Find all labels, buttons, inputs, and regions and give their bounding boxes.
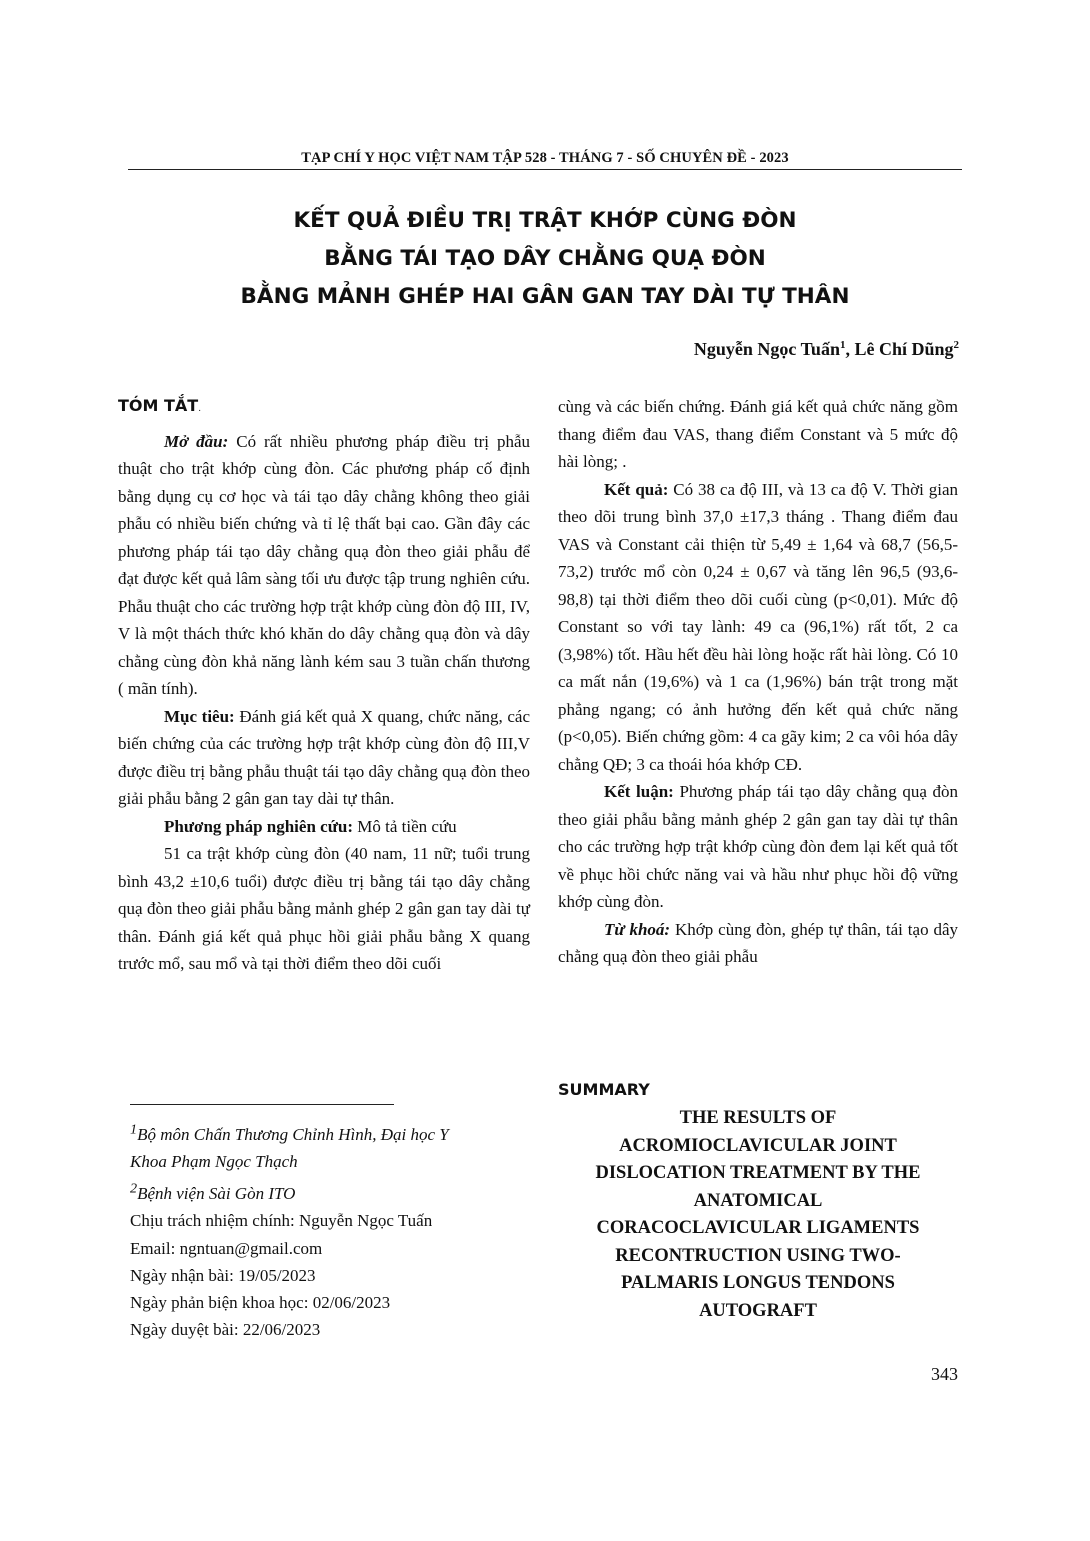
- objective-label: Mục tiêu:: [164, 706, 235, 726]
- objective-text: Đánh giá kết quả X quang, chức năng, các biến chứng của các trường hợp trật khớp cùng đòn độ III,V được điều trị bằng phẫu thuật tái tạo dây chằng quạ đòn theo giải phẫu bằng 2 gân gan tay dài tự thân.: [118, 706, 531, 808]
- keywords-text: Khớp cùng đòn, ghép tự thân, tái tạo dây chằng quạ đòn theo giải phẫu: [558, 919, 959, 966]
- article-title: [128, 202, 962, 316]
- methods-label: Phương pháp nghiên cứu:: [164, 816, 354, 836]
- english-title-line: THE RESULTS OF: [679, 1108, 837, 1128]
- affiliation-1: [130, 1116, 530, 1148]
- affiliation-1-sup: 1: [130, 1121, 138, 1137]
- keywords-label: Từ khoá:: [604, 919, 671, 939]
- author-1: Nguyễn Ngọc Tuấn: [693, 339, 840, 359]
- abstract-keywords: [558, 916, 958, 971]
- title-line: BẰNG MẢNH GHÉP HAI GÂN GAN TAY DÀI TỰ THÂN: [240, 284, 850, 309]
- english-title-line: RECONTRUCTION USING TWO-: [615, 1245, 901, 1266]
- english-title-line: ACROMIOCLAVICULAR JOINT: [619, 1135, 897, 1156]
- english-title-line: AUTOGRAFT: [699, 1300, 817, 1321]
- conclusion-label: Kết luận:: [604, 782, 674, 801]
- summary-heading: SUMMARY: [558, 1080, 650, 1099]
- affiliation-1-line2: Khoa Phạm Ngọc Thạch: [130, 1151, 298, 1171]
- date-received: Ngày nhận bài: 19/05/2023: [130, 1265, 316, 1285]
- affiliation-2-sup: 2: [130, 1180, 138, 1197]
- conclusion-text: Phương pháp tái tạo dây chằng quạ đòn theo giải phẫu bằng mảnh ghép 2 gân gan tay dài tự thân cho các trường hợp trật khớp cùng đòn đem lại kết quả tốt về phục hồi chức năng vai và hầu như phục hồi độ vững khớp cùng đòn.: [558, 782, 958, 911]
- english-title-line: CORACOCLAVICULAR LIGAMENTS: [596, 1218, 920, 1238]
- abstract-intro: [118, 428, 530, 703]
- english-title-line: ANATOMICAL: [693, 1190, 823, 1211]
- english-title: [558, 1105, 958, 1325]
- responsible-author: Chịu trách nhiệm chính: Nguyễn Ngọc Tuấn: [130, 1211, 433, 1231]
- results-label: Kết quả:: [604, 479, 669, 499]
- author-2: Lê Chí Dũng: [854, 339, 954, 359]
- right-column: [558, 393, 958, 971]
- affiliation-2: [130, 1175, 530, 1207]
- abstract-heading-text: TÓM TẮT: [118, 396, 199, 415]
- affiliation-2-text: Bệnh viện Sài Gòn ITO: [137, 1183, 296, 1203]
- abstract-methods: [118, 813, 530, 841]
- methods-text: Mô tả tiền cứu: [353, 816, 457, 836]
- footnotes: [130, 1116, 530, 1344]
- author-line: [694, 339, 959, 360]
- abstract-objective: [118, 703, 530, 813]
- author-separator: ,: [845, 339, 855, 359]
- date-reviewed: Ngày phản biện khoa học: 02/06/2023: [130, 1293, 391, 1313]
- abstract-conclusion: [558, 778, 958, 916]
- english-title-line: DISLOCATION TREATMENT BY THE: [595, 1163, 921, 1183]
- intro-label: Mở đầu:: [164, 431, 229, 451]
- english-title-line: PALMARIS LONGUS TENDONS: [621, 1273, 895, 1293]
- intro-text: Có rất nhiều phương pháp điều trị phẫu thuật cho trật khớp cùng đòn. Các phương pháp cố định bằng dụng cụ cơ học và tái tạo dây chằng không theo giải phẫu có nhiều biến chứng và tỉ lệ thất bại cao. Gần đây các phương pháp tái tạo dây chằng quạ đòn theo giải phẫu để đạt được kết quả lâm sàng tối ưu được tập trung nghiên cứu. Phẫu thuật cho các trường hợp trật khớp cùng đòn độ III, IV, V là một thách thức khó khăn do dây chằng quạ đòn và dây chằng cùng đòn khả năng lành kém sau 3 tuần chấn thương ( mãn tính).: [118, 431, 530, 698]
- footnote-rule: [130, 1104, 394, 1105]
- affiliation-1-line1: Bộ môn Chấn Thương Chỉnh Hình, Đại học Y: [137, 1124, 449, 1144]
- left-column: [118, 392, 530, 978]
- author-2-affiliation: 2: [953, 339, 959, 351]
- journal-header: TẠP CHÍ Y HỌC VIỆT NAM TẬP 528 - THÁNG 7 - SỐ CHUYÊN ĐỀ - 2023: [301, 150, 789, 166]
- page-number: 343: [931, 1364, 958, 1384]
- abstract-heading-mark: .: [198, 404, 202, 414]
- abstract-methods-detail: 51 ca trật khớp cùng đòn (40 nam, 11 nữ; tuổi trung bình 43,2 ±10,6 tuổi) được điều trị bằng tái tạo dây chằng quạ đòn theo giải phẫu bằng mảnh ghép 2 gân gan tay dài tự thân. Đánh giá kết quả phục hồi giải phẫu bằng X quang trước mổ, sau mổ và tại thời điểm theo dõi cuối: [118, 844, 530, 973]
- email: Email: ngntuan@gmail.com: [130, 1238, 323, 1258]
- header-rule: [128, 169, 962, 170]
- date-accepted: Ngày duyệt bài: 22/06/2023: [130, 1320, 321, 1340]
- title-line: BẰNG TÁI TẠO DÂY CHẰNG QUẠ ĐÒN: [324, 246, 766, 271]
- title-line: KẾT QUẢ ĐIỀU TRỊ TRẬT KHỚP CÙNG ĐÒN: [293, 208, 797, 233]
- results-text: Có 38 ca độ III, và 13 ca độ V. Thời gian theo dõi trung bình 37,0 ±17,3 tháng . Thang điểm đau VAS và Constant cải thiện từ 5,49 ± 1,64 và 68,7 (56,5-73,2) trước mổ còn 0,24 ± 0,67 và tăng lên 96,5 (93,6-98,8) tại thời điểm theo dõi cuối cùng (p<0,01). Mức độ Constant so với tay lành: 49 ca (96,1%) rất tốt, 2 ca (3,98%) tốt. Hầu hết đều hài lòng hoặc rất hài lòng. Có 10 ca mất nắn (19,6%) và 1 ca (1,96%) bán trật trong mặt phẳng ngang; có ảnh hưởng đến kết quả chức năng (p<0,05). Biến chứng gồm: 4 ca gãy kim; 2 ca vôi hóa dây chằng QĐ; 3 ca thoái hóa khớp CĐ.: [558, 479, 959, 774]
- author-1-affiliation: 1: [839, 339, 846, 351]
- abstract-results: [558, 476, 958, 779]
- methods-continued: cùng và các biến chứng. Đánh giá kết quả chức năng gồm thang điểm đau VAS, thang điểm Constant và 5 mức độ hài lòng; .: [558, 397, 958, 471]
- affiliation-1-cont: [130, 1148, 530, 1175]
- abstract-heading: [118, 392, 530, 424]
